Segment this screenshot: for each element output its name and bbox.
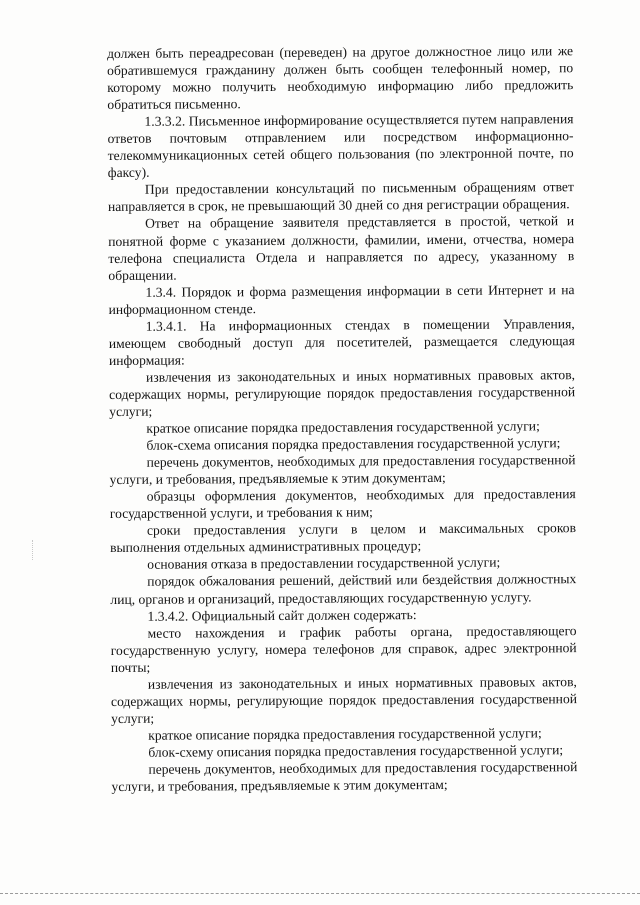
paragraph: перечень документов, необходимых для предоставления государственной услуги, и требования, предъявляемые к этим документам; bbox=[111, 759, 578, 795]
paragraph: порядок обжалования решений, действий или бездействия должностных лиц, органов и организаций, предоставляющих государственную услугу. bbox=[110, 571, 577, 607]
paragraph: должен быть переадресован (переведен) на другое должностное лицо или же обратившемуся гражданину должен быть сообщен телефонный номер, по которому можно получить необходимую информацию либо предложить обратиться письменно. bbox=[107, 43, 574, 113]
paragraph: 1.3.3.2. Письменное информирование осуществляется путем направления ответов почтовым отправлением или посредством информационно-телекоммуникационных сетей общего пользования (по электронной почте, по факсу). bbox=[107, 111, 574, 181]
page-bottom-edge bbox=[0, 893, 640, 896]
paragraph: основания отказа в предоставлении государственной услуги; bbox=[147, 555, 501, 573]
paragraph: 1.3.4.2. Официальный сайт должен содержать: bbox=[147, 606, 417, 624]
scan-artifact bbox=[32, 540, 37, 560]
paragraph: При предоставлении консультаций по письменным обращениям ответ направляется в срок, не превышающий 30 дней со дня регистрации обращения. bbox=[107, 179, 574, 215]
paragraph: краткое описание порядка предоставления государственной услуги; bbox=[148, 725, 542, 743]
paragraph: место нахождения и график работы органа, предоставляющего государственную услугу, номера телефонов для справок, адрес электронной почты; bbox=[110, 622, 577, 675]
paragraph: перечень документов, необходимых для предоставления государственной услуги, и требования, предъявляемые к этим документам; bbox=[109, 452, 576, 488]
paragraph: краткое описание порядка предоставления государственной услуги; bbox=[146, 418, 540, 436]
paragraph: Ответ на обращение заявителя представляется в простой, четкой и понятной форме с указанием должности, фамилии, имени, отчества, номера телефона специалиста Отдела и направляется по адресу, указанному в обращении. bbox=[108, 213, 575, 283]
paragraph: блок-схему описания порядка предоставления государственной услуги; bbox=[148, 742, 564, 760]
paragraph: извлечения из законодательных и иных нормативных правовых актов, содержащих нормы, регулирующие порядок предоставления государственной услуги; bbox=[110, 673, 578, 726]
paragraph: 1.3.4.1. На информационных стендах в помещении Управления, имеющем свободный доступ для посетителей, размещается следующая информация: bbox=[108, 315, 575, 368]
paragraph: образцы оформления документов, необходимых для предоставления государственной услуги, и требования к ним; bbox=[109, 486, 576, 522]
paragraph: 1.3.4. Порядок и форма размещения информации в сети Интернет и на информационном стенде. bbox=[108, 281, 575, 317]
paragraph: сроки предоставления услуги в целом и максимальных сроков выполнения отдельных административных процедур; bbox=[110, 520, 577, 556]
paragraph: блок-схема описания порядка предоставления государственной услуги; bbox=[146, 435, 561, 453]
body-text bbox=[107, 42, 578, 795]
paragraph: извлечения из законодательных и иных нормативных правовых актов, содержащих нормы, регулирующие порядок предоставления государственной услуги; bbox=[109, 367, 576, 419]
